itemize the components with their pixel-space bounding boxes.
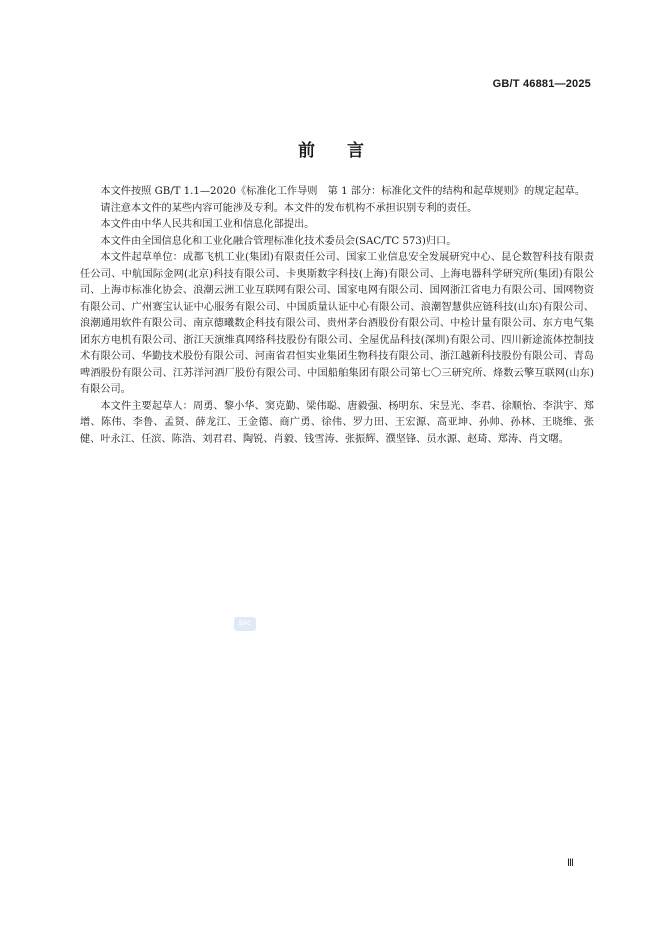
paragraph-responsible-committee: 本文件由全国信息化和工业化融合管理标准化技术委员会(SAC/TC 573)归口。 xyxy=(100,235,457,247)
paragraph-proposer: 本文件由中华人民共和国工业和信息化部提出。 xyxy=(100,219,315,230)
paragraph-patent-notice: 请注意本文件的某些内容可能涉及专利。本文件的发布机构不承担识别专利的责任。 xyxy=(100,202,478,214)
document-body xyxy=(80,184,594,448)
page-title: 前言 xyxy=(298,141,396,161)
sac-watermark-logo: SAC xyxy=(234,617,256,631)
page-number: Ⅲ xyxy=(567,858,574,869)
paragraph-drafting-rules: 本文件按照 GB/T 1.1—2020《标准化工作导则 第 1 部分：标准化文件的结构和起草规则》的规定起草。 xyxy=(100,186,586,197)
standard-number: GB/T 46881—2025 xyxy=(492,78,591,90)
paragraph-drafting-organizations: 本文件起草单位：成都飞机工业(集团)有限责任公司、国家工业信息安全发展研究中心、昆仑数智科技有限责任公司、中航国际金网(北京)科技有限公司、卡奥斯数字科技(上海)有限公司、上海电器科学研究所(集团)有限公司、上海市标准化协会、浪潮云洲工业互联网有限公司、国家电网有限公司、国网浙江省电力有限公司、国网物资有限公司、广州赛宝认证中心服务有限公司、中国质量认证中心有限公司、浪潮智慧供应链科技(山东)有限公司、浪潮通用软件有限公司、南京德曦数企科技有限公司、贵州茅台酒股份有限公司、中检计量有限公司、东方电气集团东方电机有限公司、浙江天演维真网络科技股份有限公司、全屋优品科技(深圳)有限公司、四川新途流体控制技术有限公司、华勤技术股份有限公司、河南省君恒实业集团生物科技有限公司、浙江越新科技股份有限公司、青岛啤酒股份有限公司、江苏洋河酒厂股份有限公司、中国船舶集团有限公司第七〇三研究所、烽数云擎互联网(山东)有限公司。 xyxy=(80,252,594,395)
paragraph-drafters: 本文件主要起草人：周勇、黎小华、窦克勤、梁伟聪、唐毅强、杨明东、宋昱光、李君、徐顺怡、李洪宇、郑增、陈伟、李鲁、孟贤、薛龙江、王金德、商广勇、徐伟、罗力田、王宏源、高亚坤、孙帅、孙林、王晓维、张健、叶永江、任滨、陈浩、刘君君、陶锐、肖毅、钱雪涛、张振辉、濮坚锋、员水源、赵琦、郑涛、肖文曙。 xyxy=(80,400,594,445)
